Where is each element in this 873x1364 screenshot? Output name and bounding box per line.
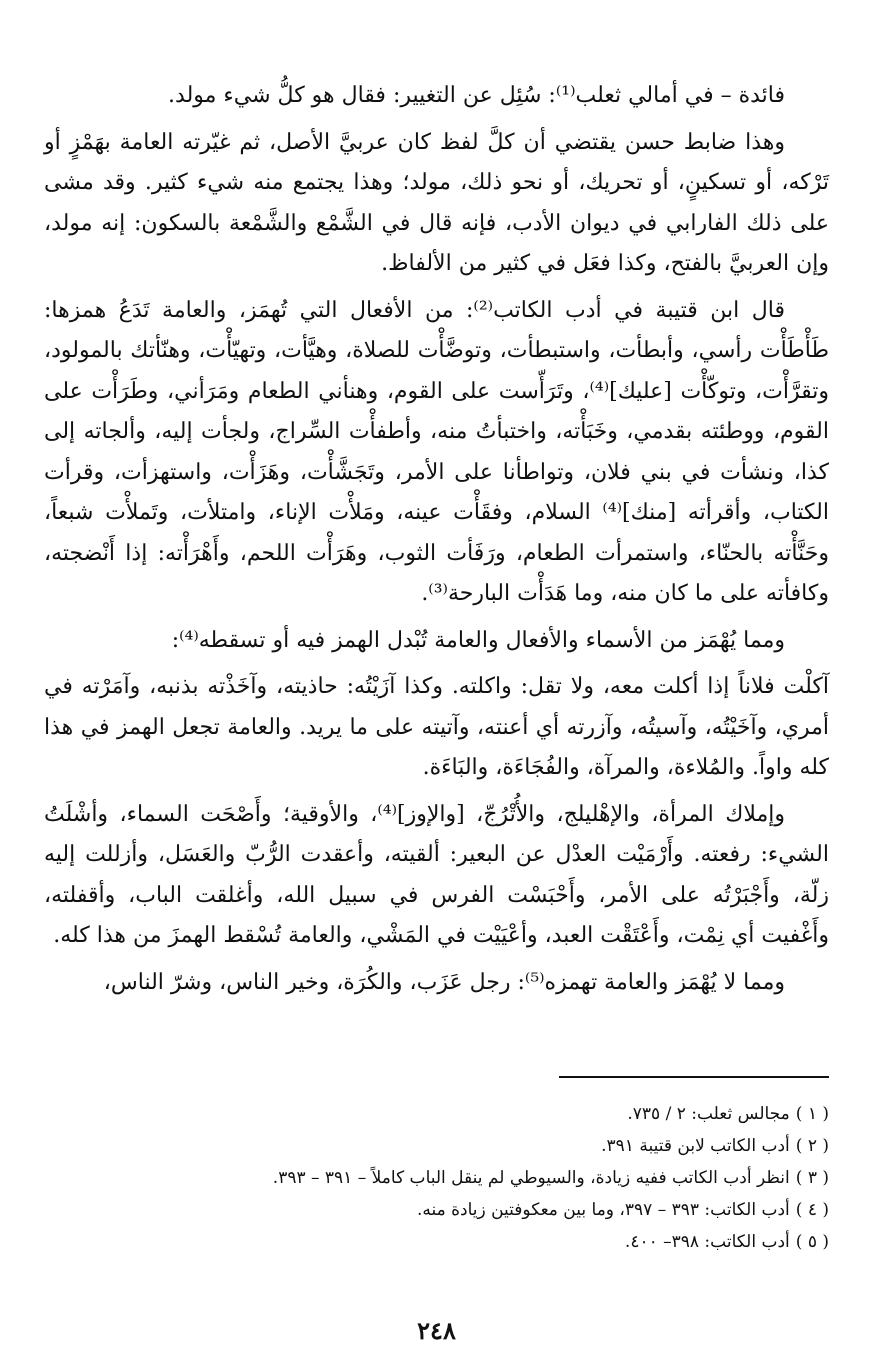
footnote-5 xyxy=(44,1226,829,1258)
footnote-separator xyxy=(559,1076,829,1078)
page-number: ٢٤٨ xyxy=(417,1316,456,1345)
paragraph-7: ومما لا يُهْمَز والعامة تهمزه⁽⁵⁾: رجل عَزَب، والكُرَة، وخير الناس، وشرّ الناس، xyxy=(103,969,785,995)
main-text xyxy=(44,76,829,1003)
footnote-number: ( ١ ) xyxy=(795,1104,829,1124)
footnote-2 xyxy=(44,1130,829,1162)
paragraph-1: فائدة – في أمالي ثعلب⁽¹⁾: سُئِل عن التغيير: فقال هو كلُّ شيء مولد. xyxy=(168,83,785,108)
footnote-number: ( ٣ ) xyxy=(795,1168,829,1188)
footnote-4 xyxy=(44,1194,829,1226)
footnote-number: ( ٥ ) xyxy=(795,1232,829,1252)
footnote-number: ( ٢ ) xyxy=(795,1136,829,1156)
paragraph-4: ومما يُهْمَز من الأسماء والأفعال والعامة تُبْدل الهمز فيه أو تسقطه⁽⁴⁾: xyxy=(171,627,785,653)
footnotes xyxy=(44,1098,829,1258)
footnote-text: أدب الكاتب لابن قتيبة ٣٩١. xyxy=(601,1136,790,1156)
paragraph-3: قال ابن قتيبة في أدب الكاتب⁽²⁾: من الأفعال التي تُهمَز، والعامة تَدَعُ همزها: طَأْطَأْت رأسي، وأبطأت، واستبطأت، وتوضَّأْت للصلاة، وهيَّأت، وتهيّأْت، وهنّأتك بالمولود، وتقرَّأْت، وتوكّأْت [عليك]⁽⁴⁾، وتَرَأّست على القوم، وهنأني الطعام ومَرَأني، وطَرَأْت على القوم، ووطئته بقدمي، وخَبَأْته، واختبأتُ منه، وأطفأْت السِّراج، ولجأت إليه، وألجاته إلى كذا، ونشأت في بني فلان، وتواطأنا على الأمر، وتَجَشَّأْت، وهَزَأْت، واستهزأت، وقرأت الكتاب، وأقرأته [منك]⁽⁴⁾ السلام، وفقَأْت عينه، ومَلأْت الإناء، وامتلأت، وتَملأْت شبعاً، وحَنَّأْته بالحنّاء، واستمرأت الطعام، ورَفَأت الثوب، وهَرَأْت اللحم، وأَهْرَأْته: إذا أَنْضجته، وكافأته على ما كان منه، وما هَدَأْت البارحة⁽³⁾. xyxy=(44,297,829,606)
footnote-text: مجالس ثعلب: ٢ / ٧٣٥. xyxy=(627,1104,790,1124)
footnote-text: أدب الكاتب: ٣٩٣ – ٣٩٧، وما بين معكوفتين زيادة منه. xyxy=(416,1200,790,1220)
footnote-3 xyxy=(44,1162,829,1194)
footnote-text: أدب الكاتب: ٣٩٨– ٤٠٠. xyxy=(624,1232,790,1252)
footnote-number: ( ٤ ) xyxy=(795,1200,829,1220)
paragraph-6: وإملاك المرأة، والإهْليلج، والأُتْرُجّ، [والإوز]⁽⁴⁾، والأوقية؛ وأَصْحَت السماء، وأشْلَتُ الشيء: رفعته. وأَرْمَيْت العدْل عن البعير: ألقيته، وأعقدت الرُّبّ والعَسَل، وأزللت إليه زلّة، وأَجْبَرْتُه على الأمر، وأَحْبَسْت الفرس في سبيل الله، وأغلقت الباب، وأقفلته، وأَغْفيت أي نِمْت، وأَعْتَقْت العبد، وأعْيَيْت في المَشْي، والعامة تُسْقط الهمزَ من هذا كله. xyxy=(44,801,829,948)
paragraph-5: آكلْت فلاناً إذا أكلت معه، ولا تقل: واكلته. وكذا آزَيْتُه: حاذيته، وآخَذْته بذنبه، وآمَرْته في أمري، وآخَيْتُه، وآسيتُه، وآزرته أي أعنته، وآتيته على ما يريد. والعامة تجعل الهمز في هذا كله واواً. والمُلاءة، والمرآة، والفُجَاءَة، والبَاءَة. xyxy=(44,674,829,780)
book-page xyxy=(44,76,829,1346)
paragraph-2: وهذا ضابط حسن يقتضي أن كلَّ لفظ كان عربيَّ الأصل، ثم غيّرته العامة بهَمْزٍ أو تَرْكه، أو تسكينٍ، أو تحريك، أو نحو ذلك، مولد؛ وهذا يجتمع منه شيء كثير. وقد مشى على ذلك الفارابي في ديوان الأدب، فإنه قال في الشَّمْع والشَّمْعة بالسكون: إنه مولد، وإن العربيَّ بالفتح، وكذا فعَل في كثير من الألفاظ. xyxy=(44,129,829,276)
footnote-text: انظر أدب الكاتب ففيه زيادة، والسيوطي لم ينقل الباب كاملاً – ٣٩١ – ٣٩٣. xyxy=(272,1168,790,1188)
footnote-1 xyxy=(44,1098,829,1130)
